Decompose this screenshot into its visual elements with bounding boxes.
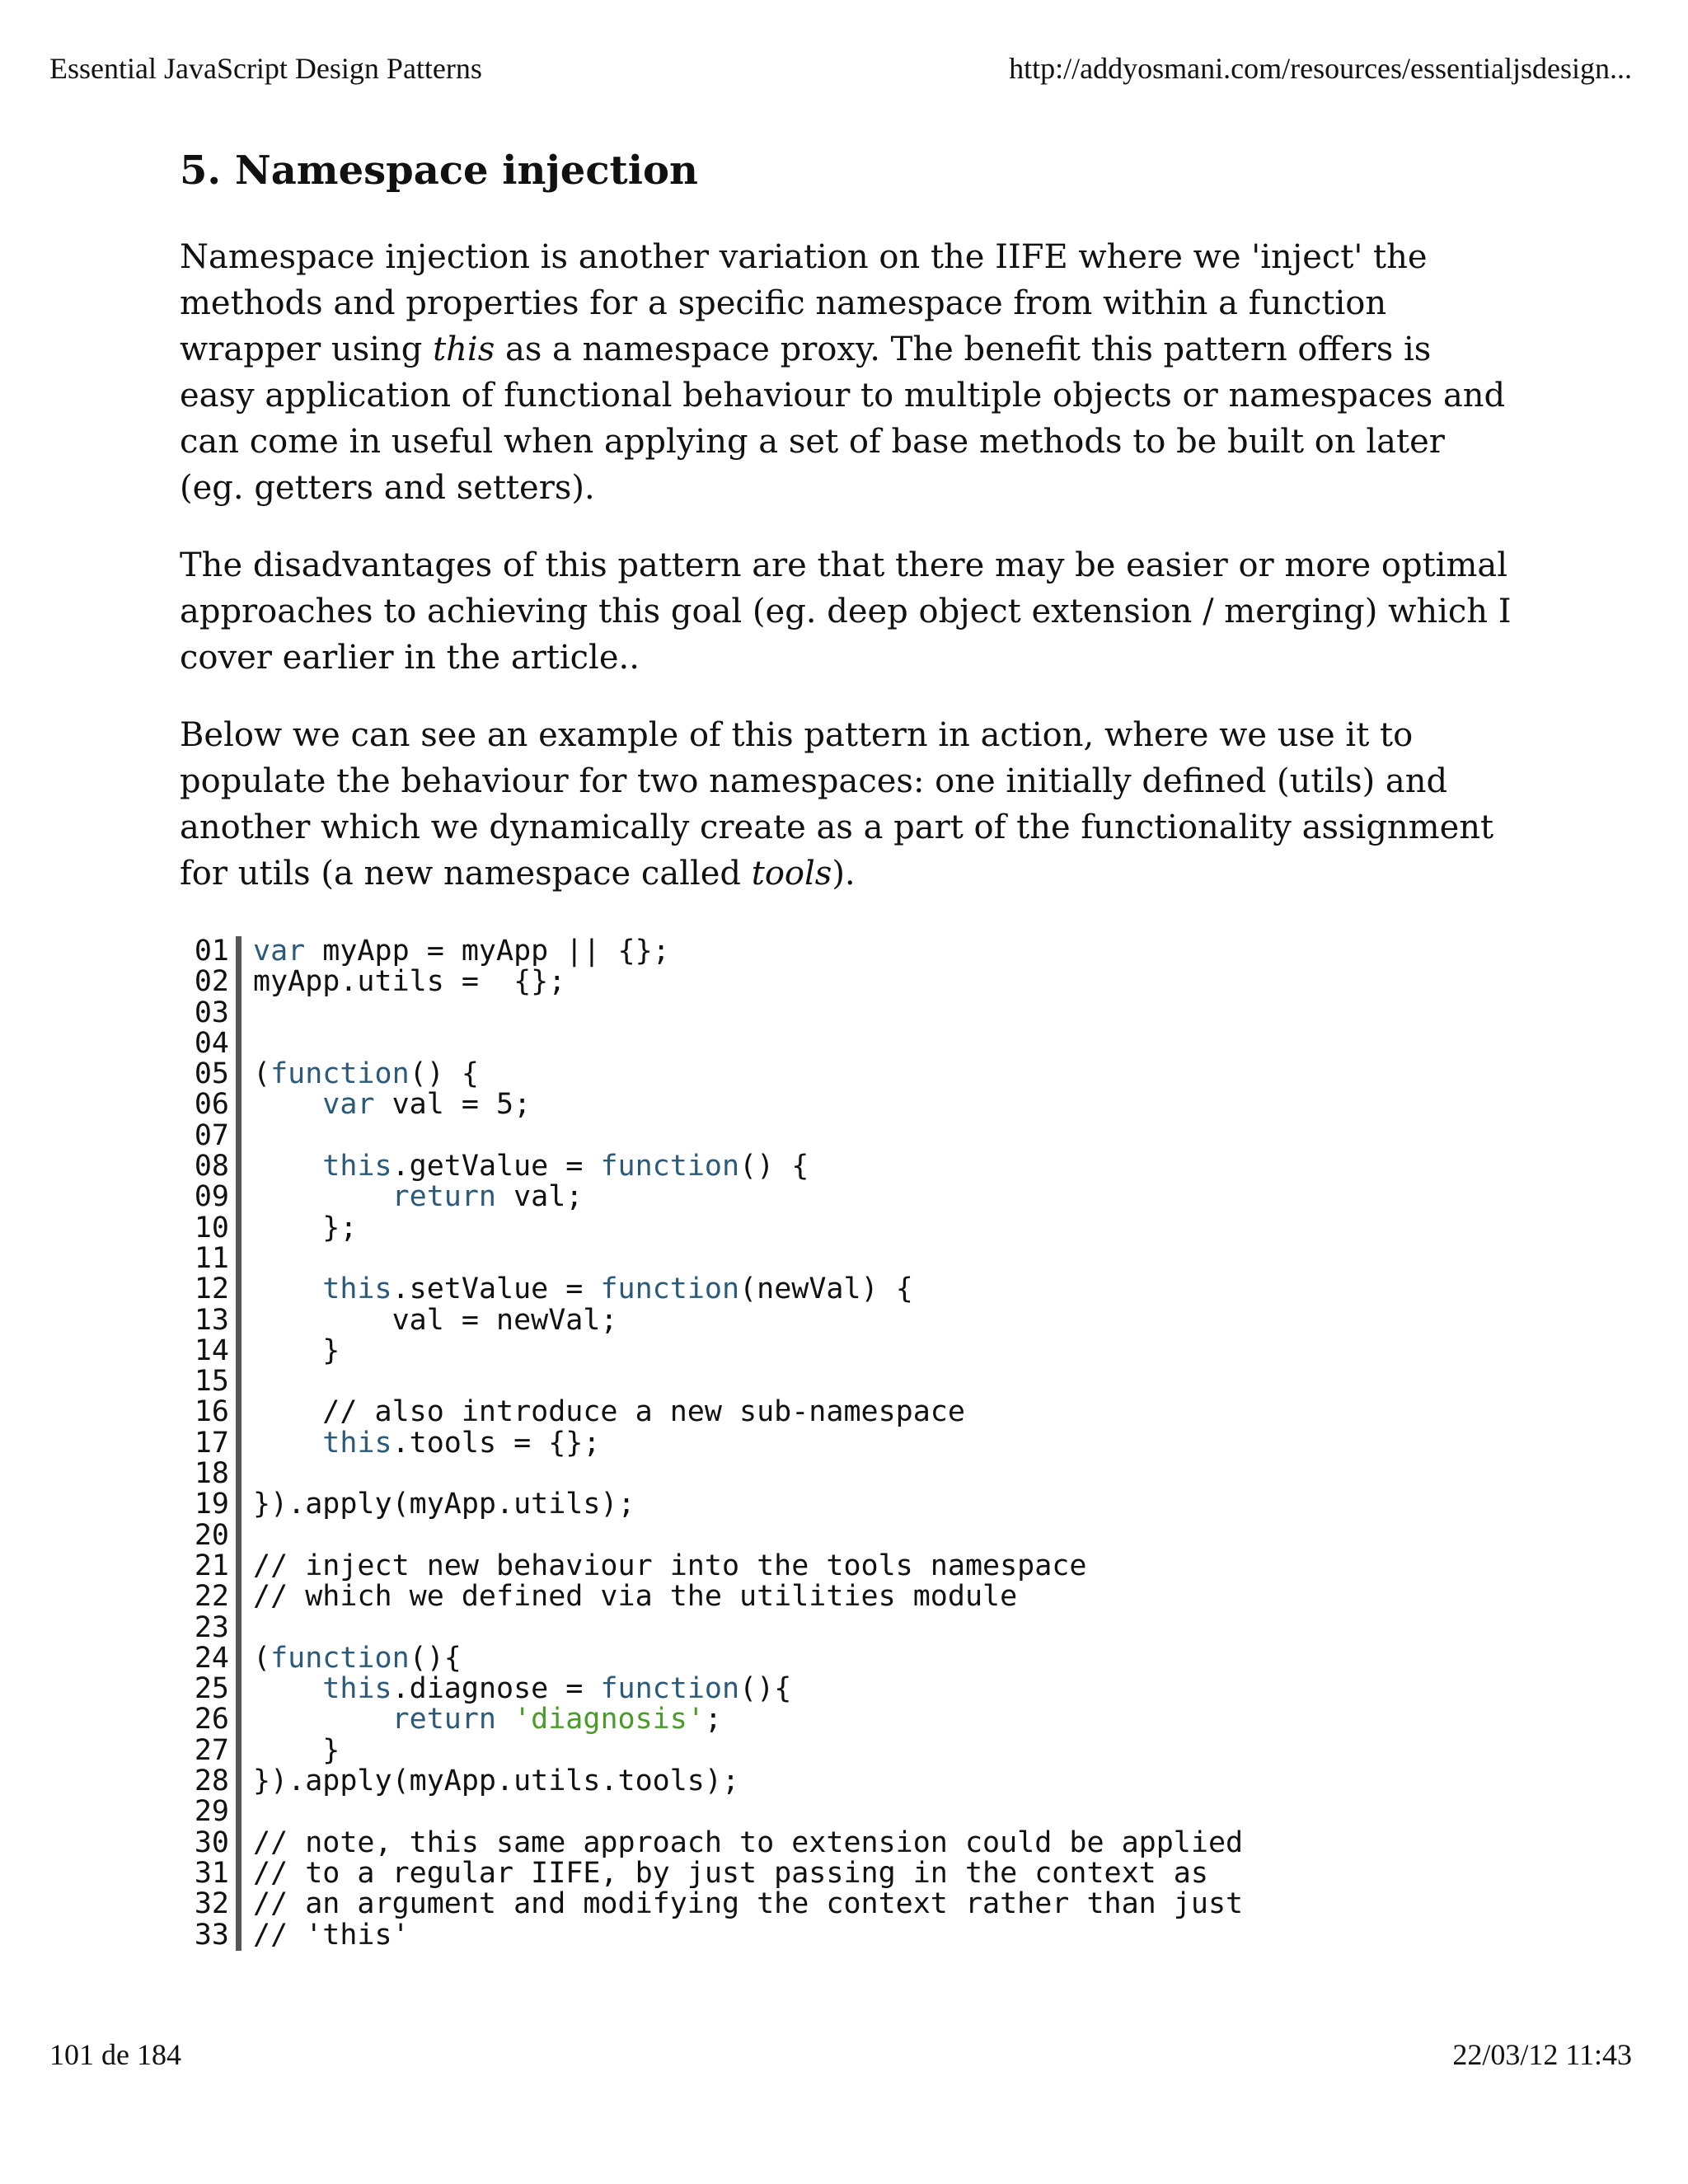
line-number: 05 <box>180 1059 241 1090</box>
keyword-token: return <box>392 1703 497 1736</box>
keyword-token: function <box>270 1641 410 1675</box>
line-number: 22 <box>180 1582 241 1612</box>
code-line <box>180 1428 1515 1459</box>
line-number: 26 <box>180 1704 241 1735</box>
paragraph-intro: Namespace injection is another variation on the IIFE where we 'inject' the methods and properties for a specific namespace from within a function wrapper using this as a namespace proxy. The benefit this pattern offers is easy application of functional behaviour to multiple objects or namespaces and can come in useful when applying a set of base methods to be built on later (eg. getters and setters). <box>180 238 1506 507</box>
string-token: 'diagnosis' <box>513 1703 705 1736</box>
line-number: 12 <box>180 1274 241 1305</box>
line-number: 17 <box>180 1428 241 1459</box>
code-text: myApp.utils = {}; <box>253 965 566 999</box>
code-line <box>180 1274 1515 1305</box>
line-number: 30 <box>180 1828 241 1858</box>
line-number: 16 <box>180 1397 241 1427</box>
code-text <box>241 1797 270 1827</box>
line-number: 18 <box>180 1459 241 1489</box>
line-number: 10 <box>180 1213 241 1244</box>
line-number: 33 <box>180 1920 241 1951</box>
code-text <box>241 1613 270 1643</box>
code-text: var val = 5; <box>322 1088 532 1122</box>
code-line <box>180 1118 1515 1152</box>
code-text <box>241 1459 270 1489</box>
code-line <box>180 1213 1515 1244</box>
code-line <box>180 1059 1515 1090</box>
line-number: 23 <box>180 1613 241 1643</box>
print-header <box>49 51 1632 86</box>
code-text <box>241 1244 270 1274</box>
paragraph-example: Below we can see an example of this pattern in action, where we use it to populate the behaviour for two namespaces: one initially defined (utils) and another which we dynamically create as a part of the functionality assignment for utils (a new namespace called tools). <box>180 716 1494 893</box>
code-text: }).apply(myApp.utils.tools); <box>253 1765 740 1798</box>
line-number: 24 <box>180 1643 241 1674</box>
code-text: (function() { <box>253 1057 479 1091</box>
code-line <box>180 1551 1515 1582</box>
code-line <box>180 1489 1515 1520</box>
code-text: // an argument and modifying the context rather than just <box>253 1887 1244 1921</box>
code-line <box>180 1333 1515 1367</box>
line-number: 13 <box>180 1305 241 1336</box>
keyword-token: function <box>600 1150 740 1183</box>
code-line <box>180 1704 1515 1735</box>
paragraph-disadvantages: The disadvantages of this pattern are that there may be easier or more optimal approaches to achieving this goal (eg. deep object extension / merging) which I cover earlier in the article.. <box>180 546 1512 677</box>
code-line <box>180 1241 1515 1275</box>
code-text: // note, this same approach to extension could be applied <box>253 1825 1244 1859</box>
code-line <box>180 1305 1515 1336</box>
code-text: return val; <box>392 1180 584 1214</box>
code-block <box>180 936 1515 1951</box>
line-number: 31 <box>180 1858 241 1889</box>
code-line <box>180 1518 1515 1552</box>
code-line <box>180 1610 1515 1644</box>
code-text: this.diagnose = function(){ <box>322 1672 792 1706</box>
line-number: 01 <box>180 936 241 967</box>
line-number: 28 <box>180 1766 241 1797</box>
line-number: 19 <box>180 1489 241 1520</box>
code-text: this.setValue = function(newVal) { <box>322 1272 913 1306</box>
line-number: 15 <box>180 1366 241 1397</box>
code-line <box>180 1889 1515 1919</box>
keyword-token: function <box>270 1057 410 1091</box>
code-text: (function(){ <box>253 1641 462 1675</box>
code-line <box>180 1766 1515 1797</box>
page-number: 101 de 184 <box>49 2038 181 2071</box>
code-text: // inject new behaviour into the tools namespace <box>253 1549 1087 1582</box>
code-line <box>180 1733 1515 1767</box>
line-number: 27 <box>180 1736 241 1766</box>
keyword-token: this <box>322 1672 392 1706</box>
code-text: this.getValue = function() { <box>322 1150 809 1183</box>
code-text <box>241 1521 270 1551</box>
code-text <box>241 1121 270 1151</box>
code-text: // which we defined via the utilities module <box>253 1580 1018 1614</box>
emphasis-this: this <box>433 330 495 368</box>
code-text: // to a regular IIFE, by just passing in the context as <box>253 1856 1208 1890</box>
line-number: 06 <box>180 1090 241 1120</box>
code-line <box>180 1674 1515 1704</box>
code-line <box>180 1920 1515 1951</box>
code-text <box>241 1029 270 1059</box>
code-line <box>180 1825 1515 1859</box>
line-number: 11 <box>180 1244 241 1274</box>
line-number: 21 <box>180 1551 241 1582</box>
code-line <box>180 1582 1515 1612</box>
emphasis-tools: tools <box>751 855 832 893</box>
line-number: 29 <box>180 1797 241 1827</box>
keyword-token: function <box>600 1272 740 1306</box>
code-line <box>180 936 1515 967</box>
line-number: 14 <box>180 1336 241 1366</box>
code-text: }).apply(myApp.utils); <box>253 1488 635 1521</box>
code-line <box>180 1459 1515 1489</box>
line-number: 09 <box>180 1182 241 1212</box>
keyword-token: var <box>322 1088 375 1122</box>
keyword-token: function <box>600 1672 740 1706</box>
line-number: 20 <box>180 1521 241 1551</box>
code-line <box>180 1858 1515 1889</box>
keyword-token: this <box>322 1150 392 1183</box>
keyword-token: this <box>322 1426 392 1460</box>
line-number: 32 <box>180 1889 241 1919</box>
code-line <box>180 967 1515 997</box>
code-line <box>180 1366 1515 1397</box>
code-text: var myApp = myApp || {}; <box>253 935 670 968</box>
line-number: 02 <box>180 967 241 997</box>
code-text: } <box>253 1333 340 1367</box>
code-text: this.tools = {}; <box>322 1426 601 1460</box>
print-datetime: 22/03/12 11:43 <box>1452 2038 1632 2071</box>
code-text: val = newVal; <box>253 1303 618 1337</box>
code-line <box>180 1026 1515 1060</box>
code-line <box>180 1397 1515 1427</box>
source-url: http://addyosmani.com/resources/essentialjsdesign... <box>1009 52 1632 85</box>
keyword-token: this <box>322 1272 392 1306</box>
code-text <box>241 998 270 1029</box>
code-line <box>180 998 1515 1029</box>
line-number: 07 <box>180 1121 241 1151</box>
code-line <box>180 1151 1515 1182</box>
article-content <box>180 142 1515 1951</box>
code-line <box>180 1797 1515 1827</box>
code-text: } <box>253 1733 340 1767</box>
code-text <box>241 1366 270 1397</box>
code-text: // also introduce a new sub-namespace <box>253 1395 965 1429</box>
code-text: return 'diagnosis'; <box>392 1703 722 1736</box>
code-line <box>180 1182 1515 1212</box>
print-footer <box>49 2037 1632 2072</box>
code-text: }; <box>253 1211 358 1244</box>
line-number: 08 <box>180 1151 241 1182</box>
line-number: 04 <box>180 1029 241 1059</box>
line-number: 03 <box>180 998 241 1029</box>
code-line <box>180 1090 1515 1120</box>
code-text: // 'this' <box>253 1918 410 1952</box>
code-line <box>180 1643 1515 1674</box>
keyword-token: return <box>392 1180 497 1214</box>
line-number: 25 <box>180 1674 241 1704</box>
section-heading: 5. Namespace injection <box>180 148 698 194</box>
document-title: Essential JavaScript Design Patterns <box>49 52 482 85</box>
keyword-token: var <box>253 935 306 968</box>
